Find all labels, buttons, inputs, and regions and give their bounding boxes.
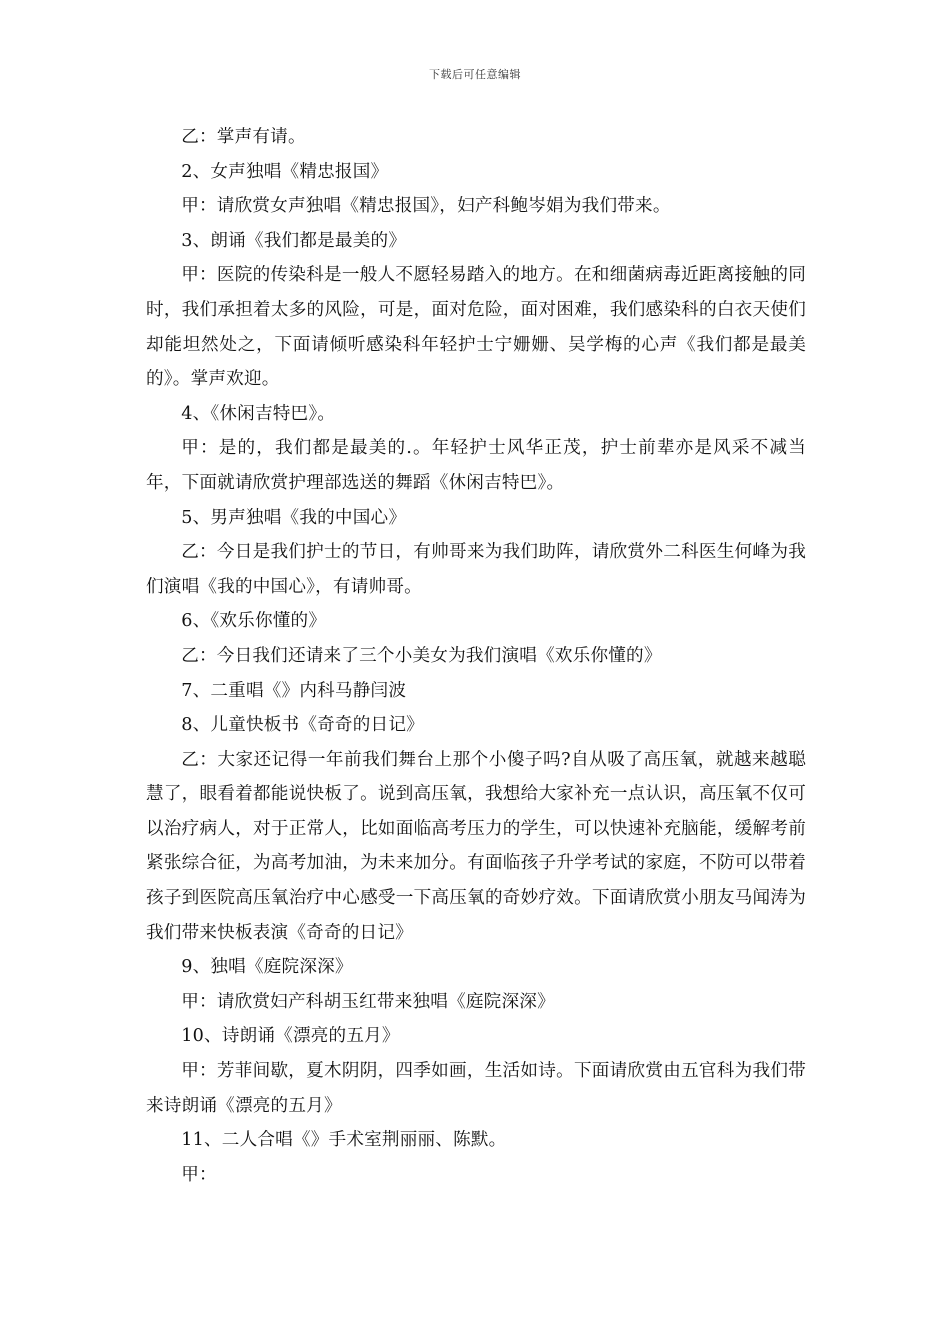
paragraph: 甲：芳菲间歇，夏木阴阴，四季如画，生活如诗。下面请欣赏由五官科为我们带来诗朗诵《漂亮的五月》 — [146, 1061, 806, 1116]
program-item-heading: 3、朗诵《我们都是最美的》 — [181, 230, 407, 251]
program-item-heading: 5、男声独唱《我的中国心》 — [181, 507, 407, 528]
paragraph: 甲：是的，我们都是最美的.。年轻护士风华正茂，护士前辈亦是风采不减当年，下面就请欣赏护理部选送的舞蹈《休闲吉特巴》。 — [146, 438, 806, 493]
program-item-heading: 4、《休闲吉特巴》。 — [181, 403, 336, 424]
program-item-heading: 8、儿童快板书《奇奇的日记》 — [181, 715, 424, 736]
page-header-note: 下载后可任意编辑 — [429, 68, 521, 81]
program-item-heading: 10、诗朗诵《漂亮的五月》 — [181, 1026, 400, 1047]
program-item-heading: 6、《欢乐你懂的》 — [181, 611, 327, 632]
paragraph: 甲：请欣赏妇产科胡玉红带来独唱《庭院深深》 — [181, 991, 555, 1012]
paragraph: 乙：大家还记得一年前我们舞台上那个小傻子吗?自从吸了高压氧，就越来越聪慧了，眼看着都能说快板了。说到高压氧，我想给大家补充一点认识，高压氧不仅可以治疗病人，对于正常人，比如面临高考压力的学生，可以快速补充脑能，缓解考前紧张综合征，为高考加油，为未来加分。有面临孩子升学考试的家庭，不防可以带着孩子到医院高压氧治疗中心感受一下高压氧的奇妙疗效。下面请欣赏小朋友马闻涛为我们带来快板表演《奇奇的日记》 — [146, 749, 806, 943]
program-item-heading: 11、二人合唱《》手术室荆丽丽、陈默。 — [181, 1130, 507, 1151]
paragraph: 甲： — [181, 1164, 217, 1185]
program-item-heading: 2、女声独唱《精忠报国》 — [181, 161, 389, 182]
paragraph: 乙：今日是我们护士的节日，有帅哥来为我们助阵，请欣赏外二科医生何峰为我们演唱《我的中国心》，有请帅哥。 — [146, 542, 806, 597]
paragraph: 乙：掌声有请。 — [181, 127, 306, 147]
paragraph: 甲：医院的传染科是一般人不愿轻易踏入的地方。在和细菌病毒近距离接触的同时，我们承担着太多的风险，可是，面对危险，面对困难，我们感染科的白衣天使们却能坦然处之，下面请倾听感染科年轻护士宁姗姗、吴学梅的心声《我们都是最美的》。掌声欢迎。 — [146, 265, 806, 390]
program-item-heading: 9、独唱《庭院深深》 — [181, 957, 353, 978]
document-body — [146, 120, 806, 1192]
paragraph: 甲：请欣赏女声独唱《精忠报国》，妇产科鲍岑娟为我们带来。 — [181, 196, 671, 217]
paragraph: 乙：今日我们还请来了三个小美女为我们演唱《欢乐你懂的》 — [181, 645, 662, 666]
program-item-heading: 7、二重唱《》内科马静闫波 — [181, 680, 407, 701]
